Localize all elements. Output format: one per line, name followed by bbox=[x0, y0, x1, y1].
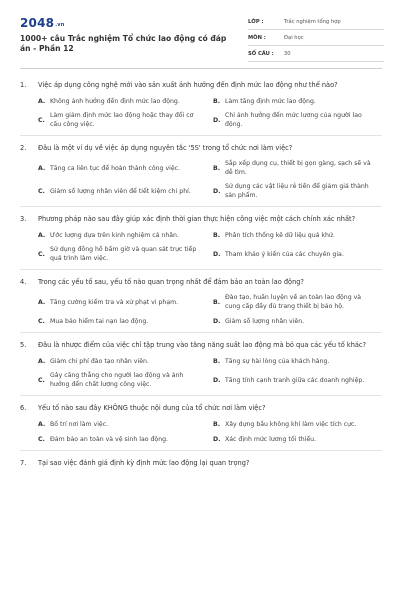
option-letter: D. bbox=[213, 187, 221, 195]
meta-label: LỚP : bbox=[248, 18, 264, 25]
question-stem bbox=[20, 80, 382, 90]
option-letter: D. bbox=[213, 435, 221, 443]
meta-value: 30 bbox=[284, 50, 291, 57]
option-text: Chỉ ảnh hưởng đến mức lương của người lao động. bbox=[225, 112, 362, 128]
option-letter: A. bbox=[38, 357, 46, 365]
answer-option-c[interactable] bbox=[38, 111, 207, 129]
meta-value: Trắc nghiệm tổng hợp bbox=[284, 18, 341, 25]
option-text: Giảm số lượng nhân viên. bbox=[225, 317, 305, 325]
question-item bbox=[20, 403, 382, 451]
option-text: Sử dụng đồng hồ bấm giờ và quan sát trực tiếp quá trình làm việc. bbox=[50, 246, 197, 262]
question-stem bbox=[20, 277, 382, 287]
answer-options bbox=[20, 419, 382, 444]
option-text: Sắp xếp dụng cụ, thiết bị gọn gàng, sạch sẽ và dễ tìm. bbox=[225, 160, 371, 176]
answer-options bbox=[20, 293, 382, 326]
answer-option-b[interactable] bbox=[213, 419, 382, 429]
answer-option-d[interactable] bbox=[213, 111, 382, 129]
question-stem bbox=[20, 143, 382, 153]
answer-option-a[interactable] bbox=[38, 356, 207, 366]
option-letter: C. bbox=[38, 317, 45, 325]
answer-option-c[interactable] bbox=[38, 371, 207, 389]
answer-options bbox=[20, 96, 382, 129]
question-stem bbox=[20, 340, 382, 350]
question-text: Yếu tố nào sau đây KHÔNG thuộc nội dung của tổ chức nơi làm việc? bbox=[38, 404, 266, 412]
document-header bbox=[20, 14, 382, 62]
answer-options bbox=[20, 159, 382, 200]
option-text: Ước lượng dựa trên kinh nghiệm cá nhân. bbox=[50, 231, 179, 239]
answer-options bbox=[20, 230, 382, 263]
answer-option-b[interactable] bbox=[213, 96, 382, 106]
answer-option-d[interactable] bbox=[213, 434, 382, 444]
meta-label: MÔN : bbox=[248, 34, 266, 41]
answer-option-b[interactable] bbox=[213, 293, 382, 311]
option-text: Xác định mức lương tối thiểu. bbox=[225, 435, 317, 443]
question-stem bbox=[20, 458, 382, 468]
answer-option-d[interactable] bbox=[213, 245, 382, 263]
meta-row-class bbox=[248, 14, 384, 30]
option-letter: D. bbox=[213, 317, 221, 325]
question-item bbox=[20, 214, 382, 270]
answer-option-d[interactable] bbox=[213, 182, 382, 200]
question-text: Đâu là nhược điểm của việc chỉ tập trung vào tăng năng suất lao động mà bỏ qua các yếu tố khác? bbox=[38, 341, 367, 349]
question-item bbox=[20, 143, 382, 207]
option-letter: D. bbox=[213, 250, 221, 258]
site-logo[interactable] bbox=[20, 16, 65, 30]
logo-main: 2048 bbox=[20, 16, 55, 30]
option-text: Đào tạo, huấn luyện về an toàn lao động và cung cấp đầy đủ trang thiết bị bảo hộ. bbox=[225, 294, 362, 310]
option-text: Tăng sự hài lòng của khách hàng. bbox=[225, 357, 330, 365]
option-letter: A. bbox=[38, 231, 46, 239]
option-text: Sử dụng các vật liệu rẻ tiền để giảm giá thành sản phẩm. bbox=[225, 183, 369, 199]
question-item bbox=[20, 80, 382, 136]
answer-option-a[interactable] bbox=[38, 159, 207, 177]
option-letter: B. bbox=[213, 298, 221, 306]
option-letter: B. bbox=[213, 420, 221, 428]
question-number: 4. bbox=[20, 278, 27, 286]
option-text: Phân tích thống kê dữ liệu quá khứ. bbox=[225, 231, 335, 239]
header-divider bbox=[20, 68, 382, 69]
question-number: 3. bbox=[20, 215, 27, 223]
option-letter: B. bbox=[213, 231, 221, 239]
option-letter: A. bbox=[38, 164, 46, 172]
option-text: Giảm chi phí đào tạo nhân viên. bbox=[50, 357, 149, 365]
answer-option-c[interactable] bbox=[38, 434, 207, 444]
answer-option-c[interactable] bbox=[38, 316, 207, 326]
answer-option-b[interactable] bbox=[213, 230, 382, 240]
question-item bbox=[20, 277, 382, 333]
question-number: 1. bbox=[20, 81, 27, 89]
answer-option-c[interactable] bbox=[38, 245, 207, 263]
answer-option-a[interactable] bbox=[38, 230, 207, 240]
meta-row-subject bbox=[248, 30, 384, 46]
answer-options bbox=[20, 356, 382, 389]
option-text: Tăng tính cạnh tranh giữa các doanh nghiệp. bbox=[225, 376, 365, 384]
option-letter: B. bbox=[213, 357, 221, 365]
question-text: Việc áp dụng công nghệ mới vào sản xuất ảnh hưởng đến định mức lao động như thế nào? bbox=[38, 81, 338, 89]
answer-option-c[interactable] bbox=[38, 182, 207, 200]
option-letter: A. bbox=[38, 97, 46, 105]
option-letter: C. bbox=[38, 376, 45, 384]
option-text: Làm tăng định mức lao động. bbox=[225, 97, 316, 105]
option-text: Mua bảo hiểm tai nạn lao động. bbox=[50, 317, 149, 325]
option-letter: C. bbox=[38, 116, 45, 124]
option-text: Tăng ca liên tục để hoàn thành công việc. bbox=[50, 164, 180, 172]
option-letter: A. bbox=[38, 420, 46, 428]
answer-option-d[interactable] bbox=[213, 371, 382, 389]
meta-label: SỐ CÂU : bbox=[248, 50, 274, 57]
question-text: Phương pháp nào sau đây giúp xác định thời gian thực hiện công việc một cách chính xác nhất? bbox=[38, 215, 356, 223]
answer-option-d[interactable] bbox=[213, 316, 382, 326]
option-text: Tham khảo ý kiến của các chuyên gia. bbox=[225, 250, 344, 258]
answer-option-a[interactable] bbox=[38, 419, 207, 429]
question-number: 5. bbox=[20, 341, 27, 349]
option-letter: C. bbox=[38, 435, 45, 443]
option-text: Đảm bảo an toàn và vệ sinh lao động. bbox=[50, 435, 169, 443]
logo-suffix: .vn bbox=[55, 22, 65, 28]
option-text: Tăng cường kiểm tra và xử phạt vi phạm. bbox=[50, 298, 179, 306]
answer-option-b[interactable] bbox=[213, 356, 382, 366]
option-letter: C. bbox=[38, 187, 45, 195]
document-title: 1000+ câu Trắc nghiệm Tổ chức lao động có đáp án - Phần 12 bbox=[20, 34, 227, 53]
answer-option-a[interactable] bbox=[38, 293, 207, 311]
meta-value: Đại học bbox=[284, 34, 304, 41]
option-letter: B. bbox=[213, 164, 221, 172]
question-item bbox=[20, 340, 382, 396]
question-number: 6. bbox=[20, 404, 27, 412]
question-text: Đâu là một ví dụ về việc áp dụng nguyên tắc '5S' trong tổ chức nơi làm việc? bbox=[38, 144, 293, 152]
option-letter: D. bbox=[213, 376, 221, 384]
question-list bbox=[20, 80, 382, 487]
question-item bbox=[20, 458, 382, 480]
option-letter: D. bbox=[213, 116, 221, 124]
question-text: Tại sao việc đánh giá định kỳ định mức lao động lại quan trọng? bbox=[38, 459, 250, 467]
option-letter: A. bbox=[38, 298, 46, 306]
option-text: Bố trí nơi làm việc. bbox=[50, 420, 109, 428]
meta-row-count bbox=[248, 46, 384, 62]
question-number: 2. bbox=[20, 144, 27, 152]
answer-option-a[interactable] bbox=[38, 96, 207, 106]
option-text: Xây dựng bầu không khí làm việc tích cực. bbox=[225, 420, 357, 428]
option-text: Làm giảm định mức lao động hoặc thay đổi cơ cấu công việc. bbox=[50, 112, 194, 128]
option-letter: C. bbox=[38, 250, 45, 258]
question-stem bbox=[20, 214, 382, 224]
option-letter: B. bbox=[213, 97, 221, 105]
answer-option-b[interactable] bbox=[213, 159, 382, 177]
question-stem bbox=[20, 403, 382, 413]
option-text: Không ảnh hưởng đến định mức lao động. bbox=[50, 97, 180, 105]
option-text: Gây căng thẳng cho người lao động và ảnh hưởng đến chất lượng công việc. bbox=[50, 372, 184, 388]
option-text: Giảm số lượng nhân viên để tiết kiệm chi phí. bbox=[50, 187, 191, 195]
question-text: Trong các yếu tố sau, yếu tố nào quan trọng nhất để đảm bảo an toàn lao động? bbox=[38, 278, 304, 286]
document-meta bbox=[248, 14, 384, 62]
question-number: 7. bbox=[20, 459, 27, 467]
